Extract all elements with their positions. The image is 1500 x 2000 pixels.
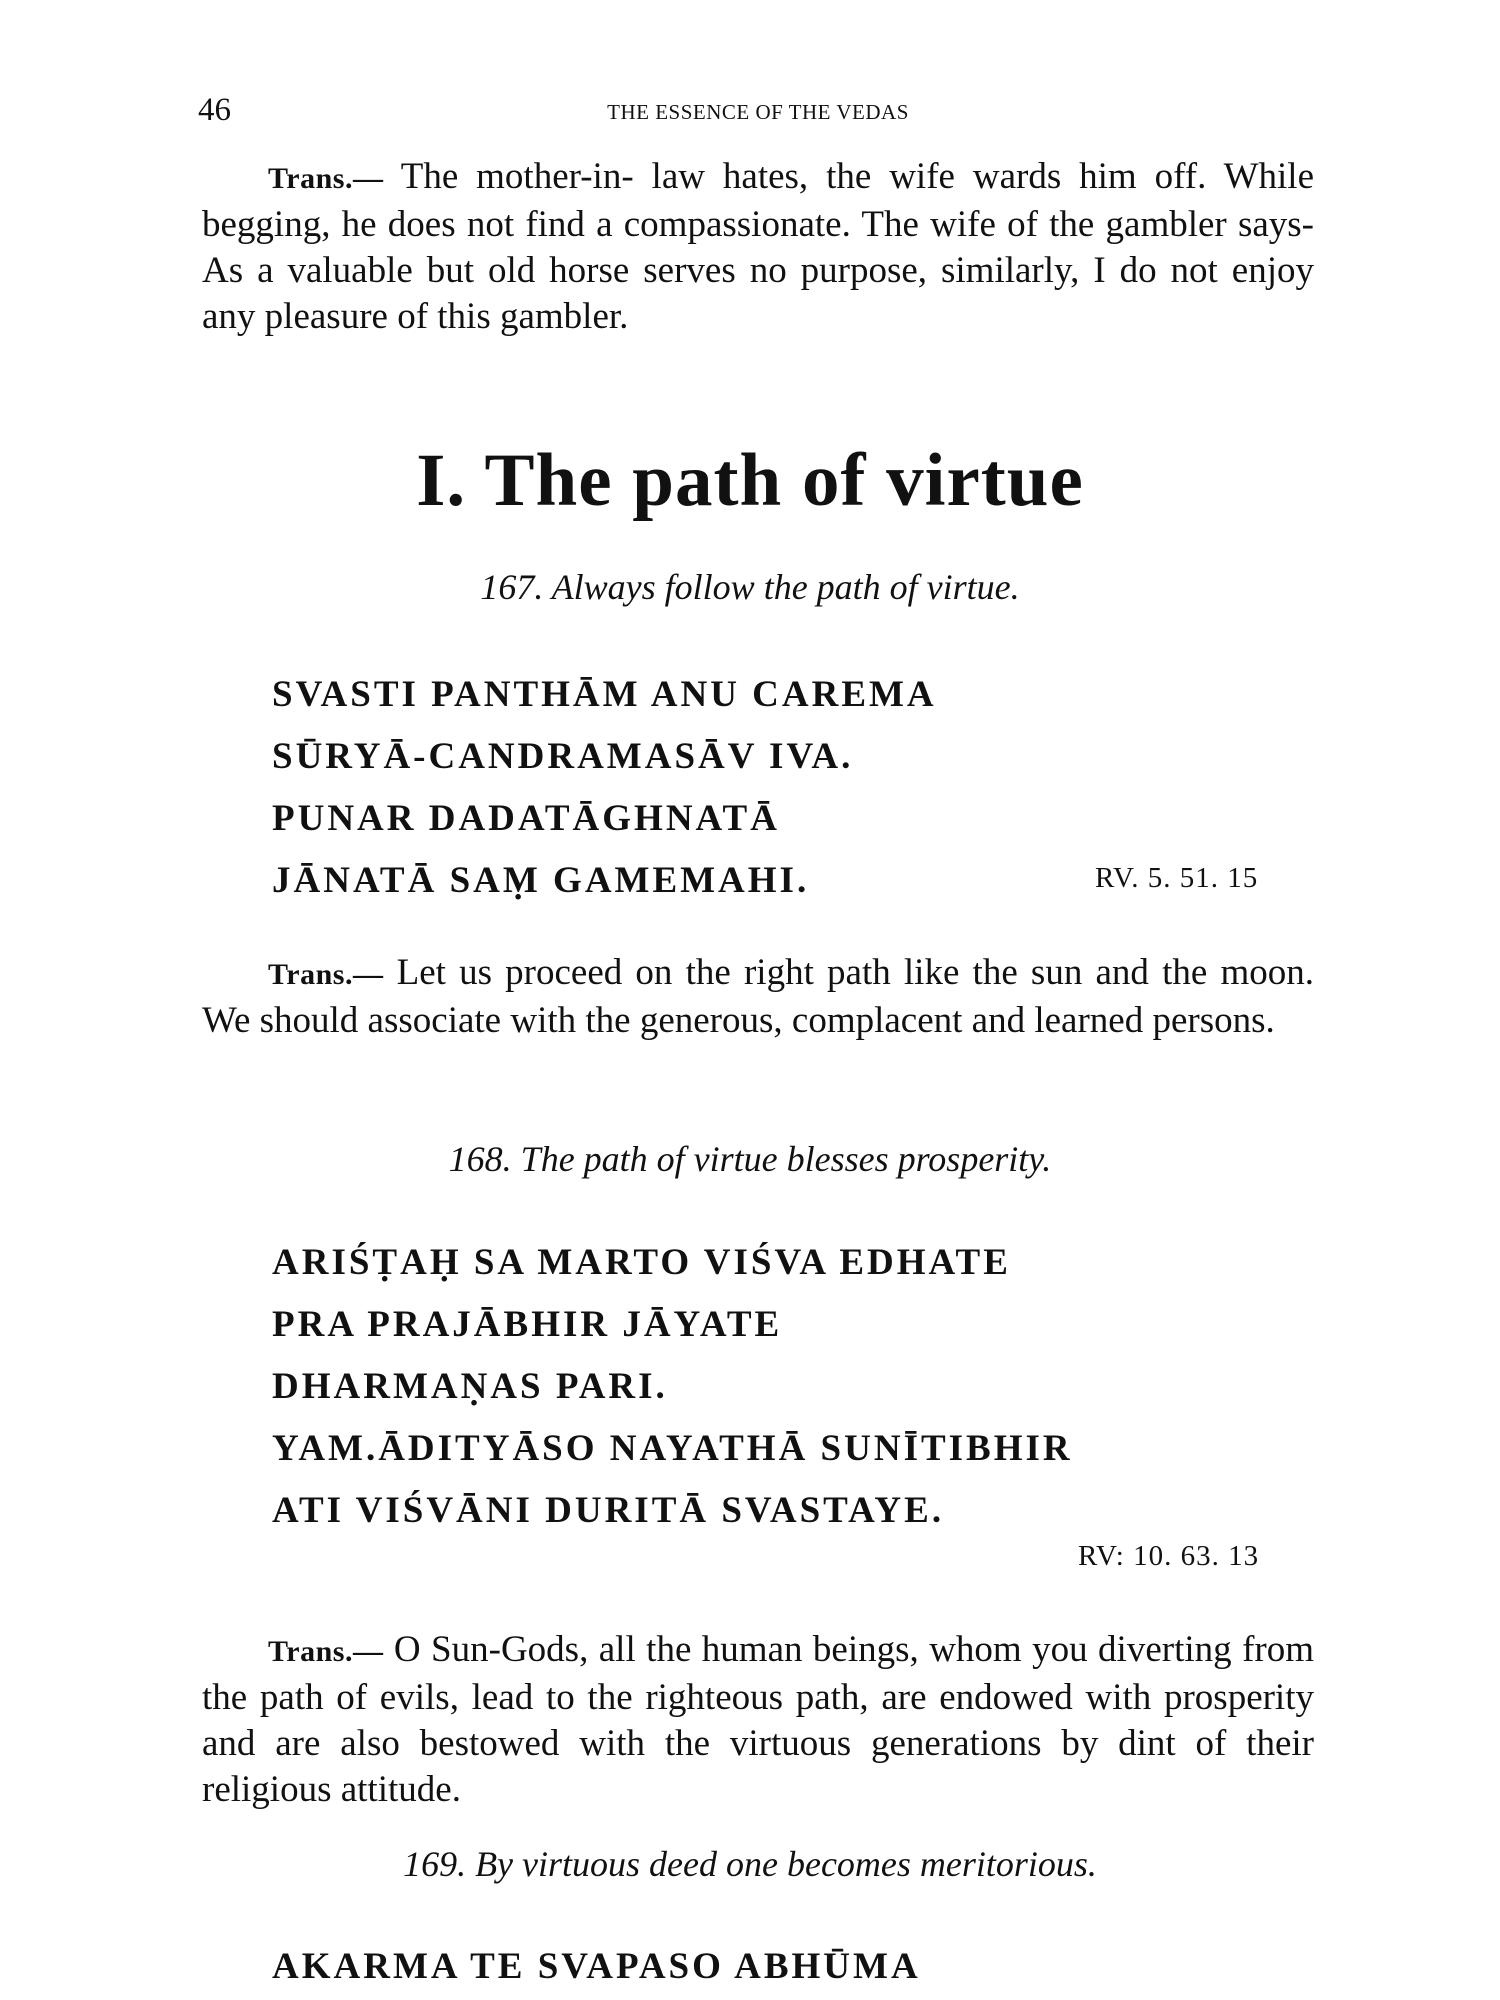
verse-line: YAM.ĀDITYĀSO NAYATHĀ SUNĪTIBHIR [272,1428,1073,1469]
verse-line: SŪRYĀ-CANDRAMASĀV IVA. [272,736,854,777]
verse-line: JĀNATĀ SAṂ GAMEMAHI. [272,860,810,901]
mantra-caption-168: 168. The path of virtue blesses prosperity. [448,1139,1052,1179]
verse-line: ARIŚṬAḤ SA MARTO VIŚVA EDHATE [272,1242,1011,1283]
page-number: 46 [198,92,231,128]
page-header [198,92,1318,132]
verse-line: PRA PRAJĀBHIR JĀYATE [272,1304,783,1345]
section-title: I. The path of virtue [416,439,1084,522]
verse-reference-167: RV. 5. 51. 15 [1095,862,1259,894]
translation-paragraph-167 [202,950,1314,1044]
verse-line: DHARMAṆAS PARI. [272,1366,668,1407]
mantra-caption-167: 167. Always follow the path of virtue. [480,567,1020,607]
translation-text: Let us proceed on the right path like the sun and the moon. We should associate with the generous, complacent and learned persons. [202,952,1314,1041]
mantra-verse-169 [272,1936,1322,1998]
verse-line: ATI VIŚVĀNI DURITĀ SVASTAYE. [272,1490,945,1531]
mantra-verse-168 [272,1232,1322,1542]
gambler-translation-paragraph [202,154,1314,340]
verse-reference-168: RV: 10. 63. 13 [1078,1540,1260,1572]
mantra-caption-169: 169. By virtuous deed one becomes meritorious. [403,1844,1097,1884]
trans-label: Trans.— [268,162,384,195]
verse-line: AKARMA TE SVAPASO ABHŪMA [272,1946,921,1987]
translation-paragraph-168 [202,1627,1314,1813]
translation-text: The mother-in- law hates, the wife wards him off. While begging, he does not find a compassionate. The wife of the gambler says- As a valuable but old horse serves no purpose, similarly, I do not enjoy any pleasure of this gambler. [202,156,1314,337]
trans-label: Trans.— [268,1635,384,1668]
running-title: THE ESSENCE OF THE VEDAS [607,100,909,124]
verse-line: SVASTI PANTHĀM ANU CAREMA [272,674,937,715]
translation-text: O Sun-Gods, all the human beings, whom you diverting from the path of evils, lead to the righteous path, are endowed with prosperity and are also bestowed with the virtuous generations by dint of their religious attitude. [202,1629,1314,1810]
verse-line: PUNAR DADATĀGHNATĀ [272,798,780,839]
trans-label: Trans.— [268,958,384,991]
